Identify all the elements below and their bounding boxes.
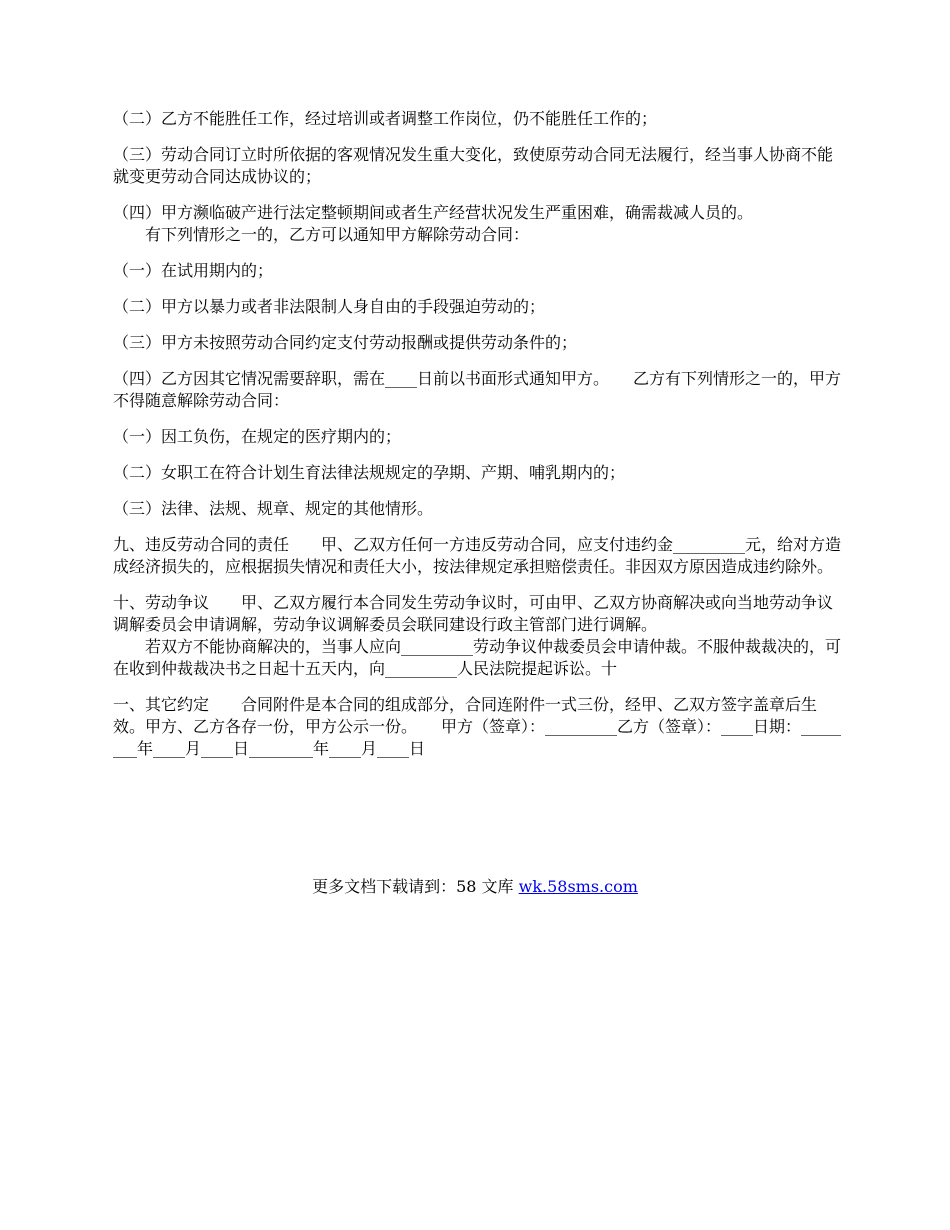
clause-paragraph: 有下列情形之一的，乙方可以通知甲方解除劳动合同： — [113, 225, 530, 244]
clause-paragraph: （一）在试用期内的； — [113, 261, 274, 280]
section-eleven-paragraph: 一、其它约定 合同附件是本合同的组成部分，合同连附件一式三份，经甲、乙双方签字盖章后生效。甲方、乙方各存一份，甲方公示一份。 甲方（签章）：_________乙方（签章）：____日期：________年____月____日________年____月____日 — [113, 695, 842, 758]
section-ten-arbitration-paragraph: 若双方不能协商解决的，当事人应向_________劳动争议仲裁委员会申请仲裁。不服仲裁裁决的，可在收到仲裁裁决书之日起十五天内，向_________人民法院提起诉讼。十 — [113, 637, 842, 678]
clause-paragraph: （一）因工负伤，在规定的医疗期内的； — [113, 427, 402, 446]
clause-paragraph: （二）甲方以暴力或者非法限制人身自由的手段强迫劳动的； — [113, 297, 546, 316]
clause-paragraph: （三）劳动合同订立时所依据的客观情况发生重大变化，致使原劳动合同无法履行，经当事人协商不能就变更劳动合同达成协议的； — [113, 145, 834, 186]
download-footer — [0, 876, 950, 898]
section-ten-paragraph: 十、劳动争议 甲、乙双方履行本合同发生劳动争议时，可由甲、乙双方协商解决或向当地劳动争议调解委员会申请调解，劳动争议调解委员会联同建设行政主管部门进行调解。 — [113, 593, 834, 634]
clause-paragraph: （四）甲方濒临破产进行法定整顿期间或者生产经营状况发生严重困难，确需裁减人员的。 — [113, 203, 754, 222]
footer-prefix: 更多文档下载请到：58 文库 — [312, 877, 519, 896]
section-nine-paragraph: 九、违反劳动合同的责任 甲、乙双方任何一方违反劳动合同，应支付违约金_________元，给对方造成经济损失的，应根据损失情况和责任大小，按法律规定承担赔偿责任。非因双方原因造成违约除外。 — [113, 535, 842, 576]
clause-paragraph: （三）甲方未按照劳动合同约定支付劳动报酬或提供劳动条件的； — [113, 333, 578, 352]
clause-paragraph: （二）女职工在符合计划生育法律法规规定的孕期、产期、哺乳期内的； — [113, 463, 626, 482]
clause-paragraph: （三）法律、法规、规章、规定的其他情形。 — [113, 499, 434, 518]
clause-paragraph: （二）乙方不能胜任工作，经过培训或者调整工作岗位，仍不能胜任工作的； — [113, 109, 658, 128]
footer-link[interactable]: wk.58sms.com — [518, 877, 638, 896]
clause-paragraph: （四）乙方因其它情况需要辞职，需在____日前以书面形式通知甲方。 乙方有下列情形之一的，甲方不得随意解除劳动合同： — [113, 369, 842, 410]
document-body — [113, 108, 848, 774]
